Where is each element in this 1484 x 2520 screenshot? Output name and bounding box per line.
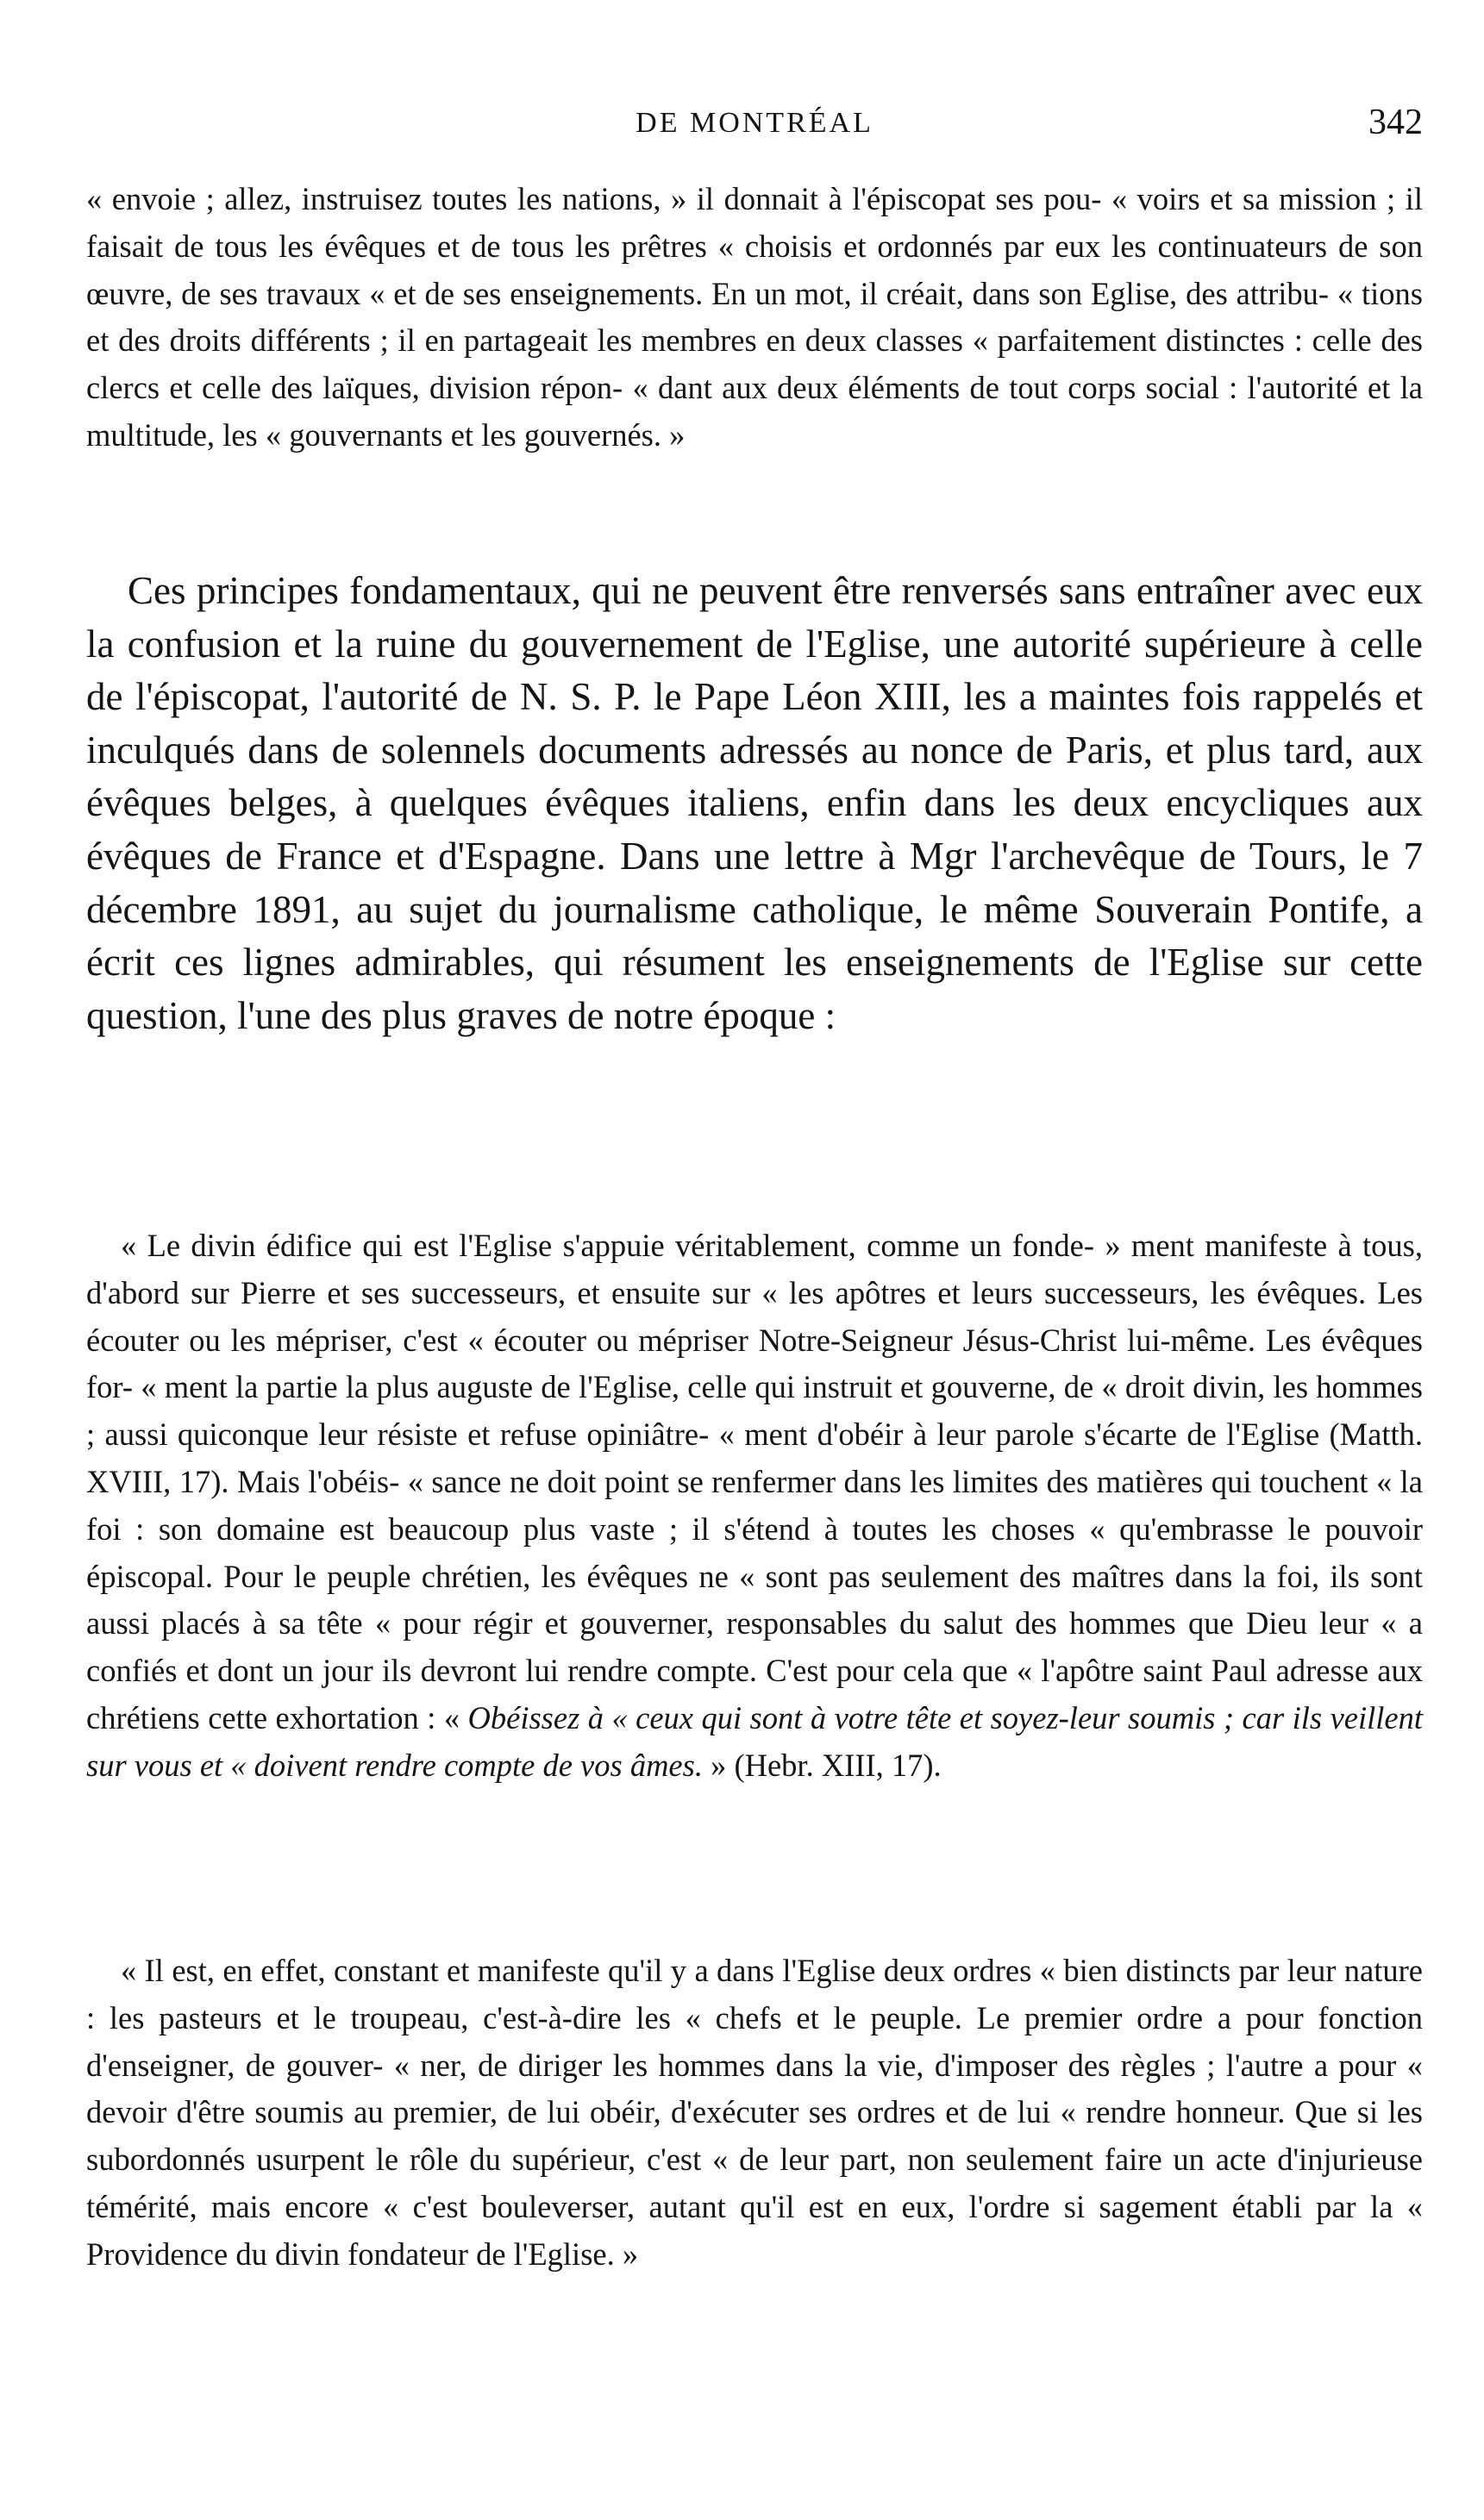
page-number: 342	[1368, 103, 1423, 142]
papal-letter-quote-paragraph	[86, 1222, 1423, 1790]
running-title: DE MONTRÉAL	[636, 107, 873, 139]
quote-text: « Le divin édifice qui est l'Eglise s'appuie véritablement, comme un fonde- » ment manifeste à tous, d'abord sur Pierre et ses successeurs, et ensuite sur « les apôtres et leurs successeurs, les évêques. Les écouter ou les mépriser, c'est « écouter ou mépriser Notre-Seigneur Jésus-Christ lui-même. Les évêques for- « ment la partie la plus auguste de l'Eglise, celle qui instruit et gouverne, de « droit divin, les hommes ; aussi quiconque leur résiste et refuse opiniâtre- « ment d'obéir à leur parole s'écarte de l'Eglise (Matth. XVIII, 17). Mais l'obéis- « sance ne doit point se renfermer dans les limites des matières qui touchent « la foi : son domaine est beaucoup plus vaste ; il s'étend à toutes les choses « qu'embrasse le pouvoir épiscopal. Pour le peuple chrétien, les évêques ne « sont pas seulement des maîtres dans la foi, ils sont aussi placés à sa tête « pour régir et gouverner, responsables du salut des hommes que Dieu leur « a confiés et dont un jour ils devront lui rendre compte. C'est pour cela que « l'apôtre saint Paul adresse aux chrétiens cette exhortation : «	[86, 1228, 1423, 1735]
scripture-citation-italic: Obéissez à « ceux qui sont à votre tête et soyez-leur soumis ; car ils veillent sur vous et « doivent rendre compte de vos âmes.	[86, 1699, 1423, 1783]
citation-reference: » (Hebr. XIII, 17).	[702, 1747, 942, 1783]
papal-letter-second-paragraph: « Il est, en effet, constant et manifeste qu'il y a dans l'Eglise deux ordres « bien distincts par leur nature : les pasteurs et le troupeau, c'est-à-dire les « chefs et le peuple. Le premier ordre a pour fonction d'enseigner, de gouver- « ner, de diriger les hommes dans la vie, d'imposer des règles ; l'autre a pour « devoir d'être soumis au premier, de lui obéir, d'exécuter ses ordres et de lui « rendre honneur. Que si les subordonnés usurpent le rôle du supérieur, c'est « de leur part, non seulement faire un acte d'injurieuse témérité, mais encore « c'est bouleverser, autant qu'il est en eux, l'ordre si sagement établi par la « Providence du divin fondateur de l'Eglise. »	[86, 1953, 1423, 2272]
running-head	[86, 102, 1423, 145]
main-paragraph: Ces principes fondamentaux, qui ne peuvent être renversés sans entraîner avec eux la confusion et la ruine du gouvernement de l'Eglise, une autorité supérieure à celle de l'épiscopat, l'autorité de N. S. P. le Pape Léon XIII, les a maintes fois rappelés et inculqués dans de solennels documents adressés au nonce de Paris, et plus tard, aux évêques belges, à quelques évêques italiens, enfin dans les deux encycliques aux évêques de France et d'Espagne. Dans une lettre à Mgr l'archevêque de Tours, le 7 décembre 1891, au sujet du journalisme catholique, le même Souverain Pontife, a écrit ces lignes admirables, qui résument les enseignements de l'Eglise sur cette question, l'une des plus graves de notre époque :	[86, 569, 1423, 1037]
quote-continuation-paragraph: « envoie ; allez, instruisez toutes les nations, » il donnait à l'épiscopat ses pou- « voirs et sa mission ; il faisait de tous les évêques et de tous les prêtres « choisis et ordonnés par eux les continuateurs de son œuvre, de ses travaux « et de ses enseignements. En un mot, il créait, dans son Eglise, des attribu- « tions et des droits différents ; il en partageait les membres en deux classes « parfaitement distinctes : celle des clercs et celle des laïques, division répon- « dant aux deux éléments de tout corps social : l'autorité et la multitude, les « gouvernants et les gouvernés. »	[86, 181, 1423, 453]
